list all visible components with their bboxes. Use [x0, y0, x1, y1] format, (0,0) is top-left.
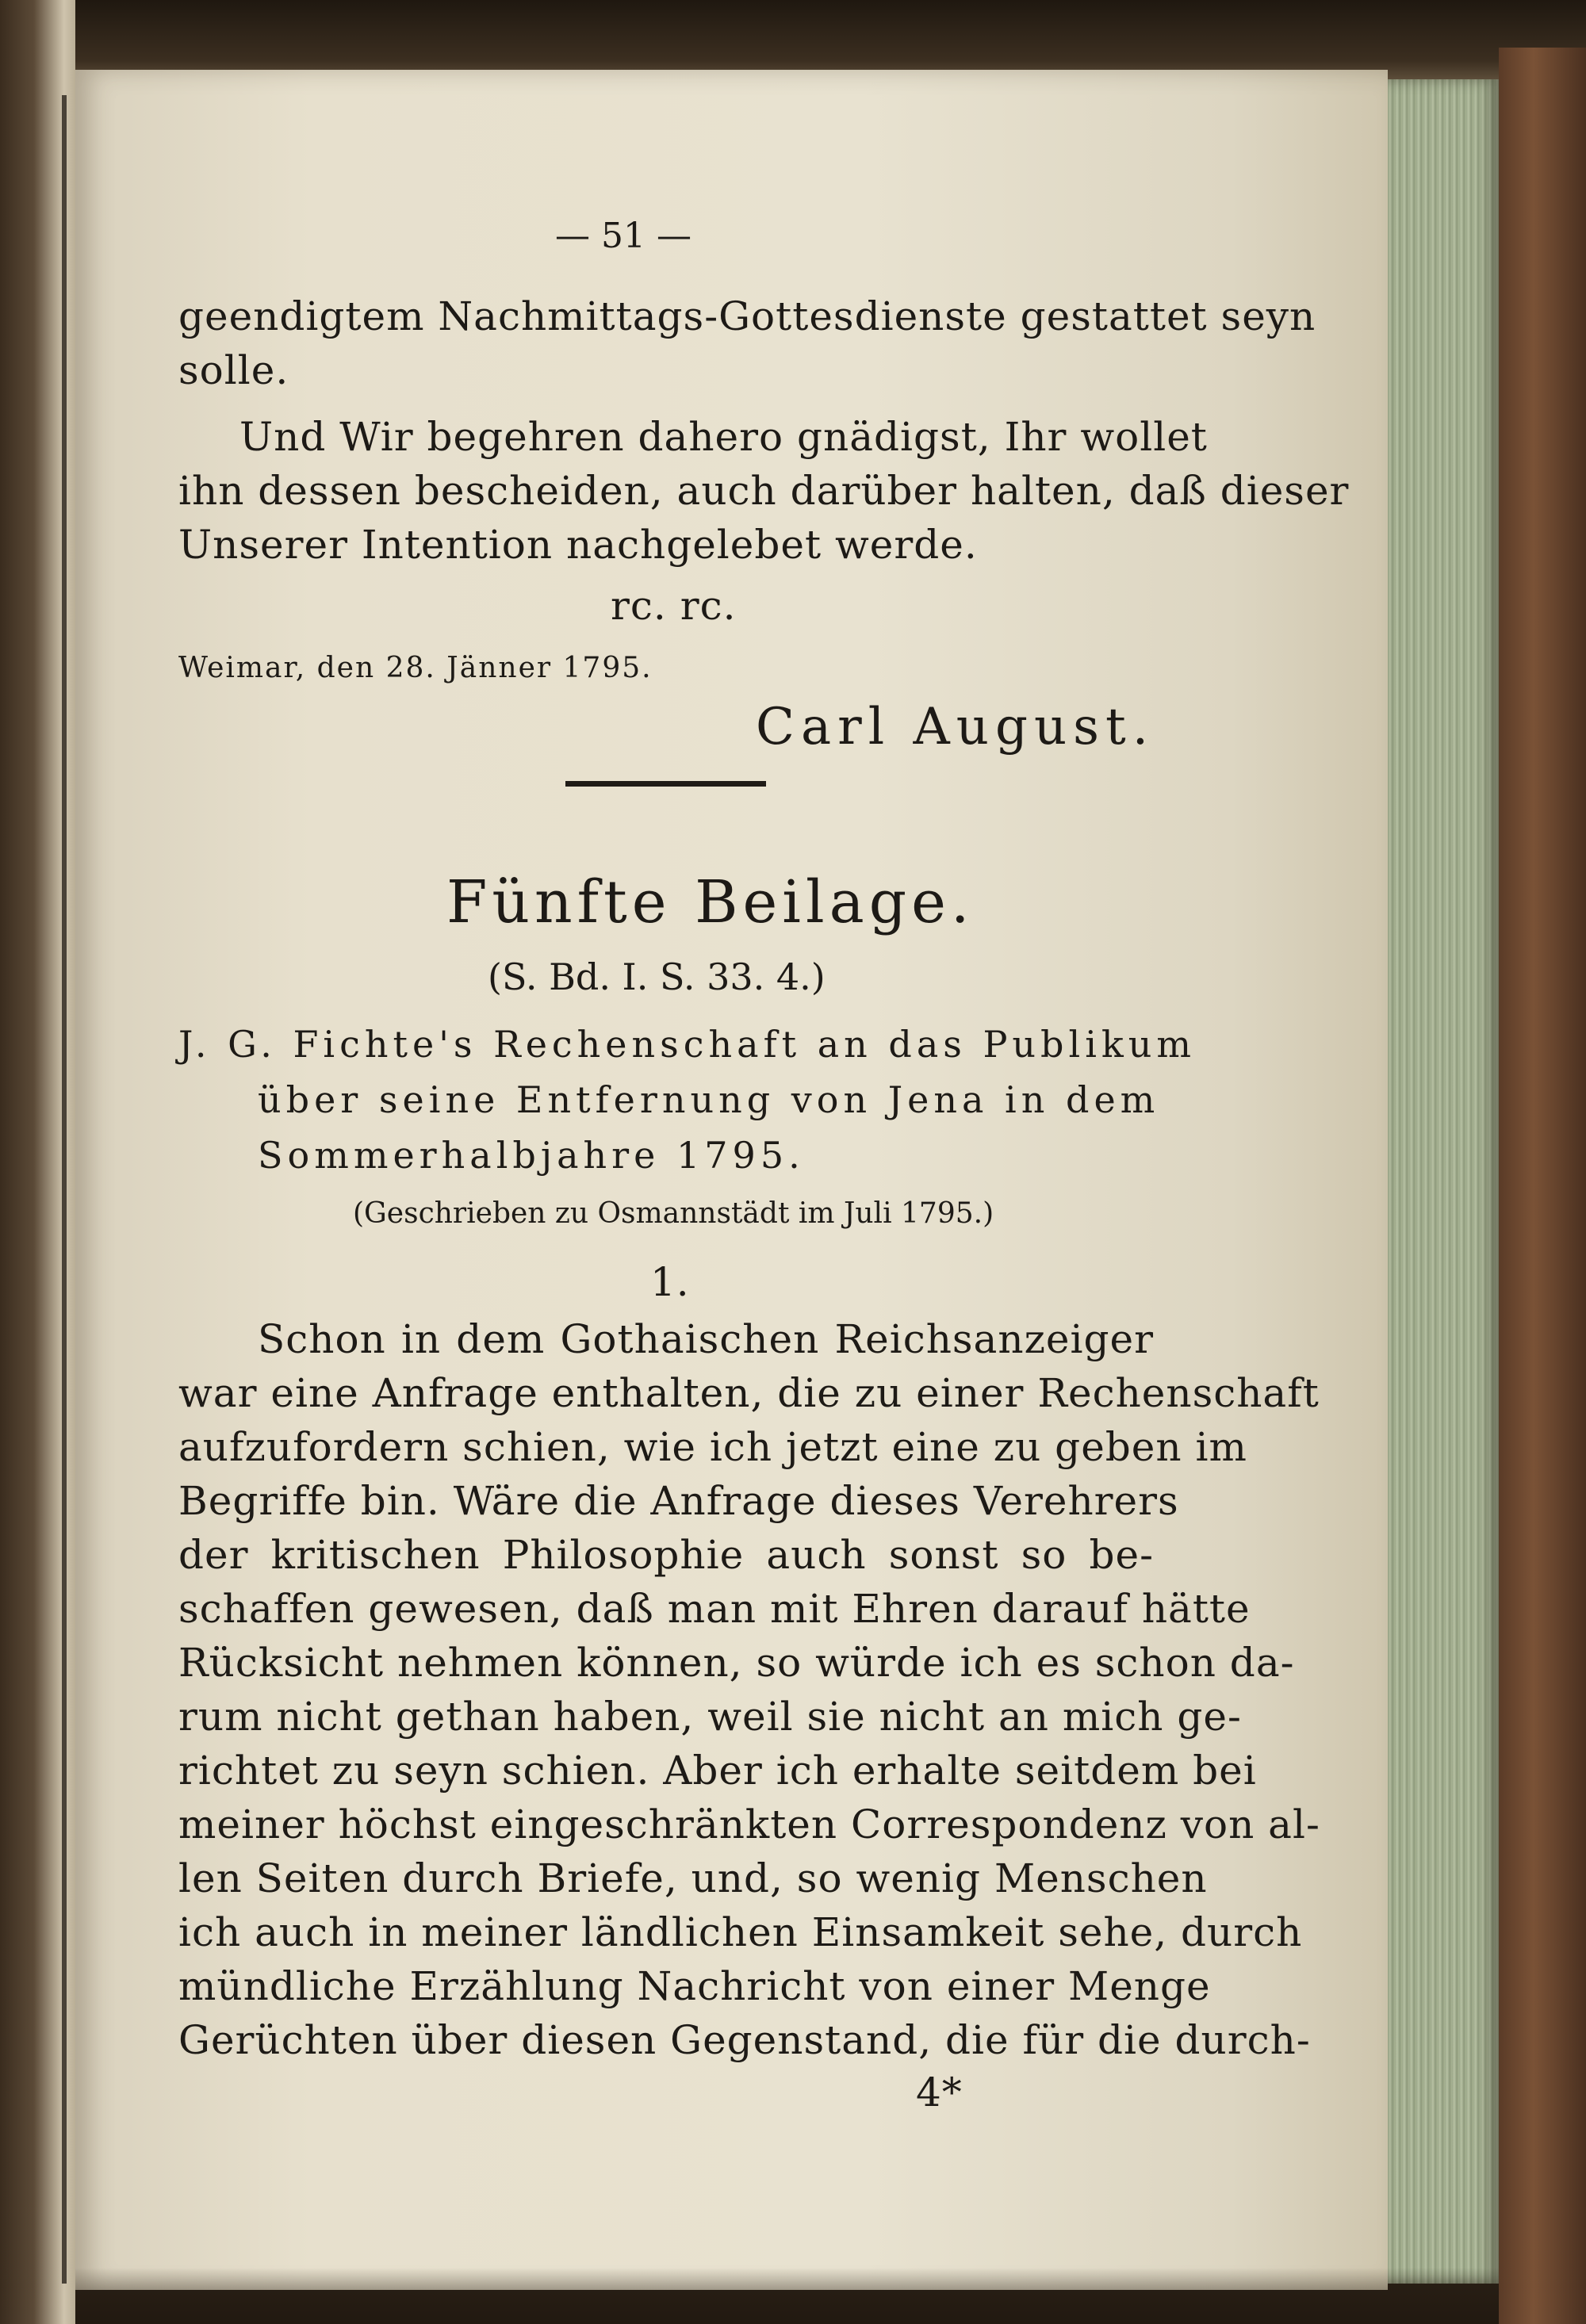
text-line: rum nicht gethan haben, weil sie nicht an mich ge- [178, 1694, 1242, 1740]
text-line: Rücksicht nehmen können, so würde ich es schon da- [178, 1640, 1295, 1686]
signature: Carl August. [756, 698, 1155, 756]
text-line: ich auch in meiner ländlichen Einsamkeit sehe, durch [178, 1909, 1303, 1955]
appendix-heading: Fünfte Beilage. [446, 868, 975, 936]
section-number: 1. [650, 1259, 690, 1305]
written-note: (Geschrieben zu Osmannstädt im Juli 1795.) [353, 1197, 994, 1230]
gutter-line [62, 95, 67, 2284]
dateline: Weimar, den 28. Jänner 1795. [178, 652, 653, 684]
text-line: aufzufordern schien, wie ich jetzt eine zu geben im [178, 1424, 1247, 1470]
text-line: ihn dessen bescheiden, auch darüber halten, daß dieser [178, 468, 1350, 514]
title-line: J. G. Fichte's Rechenschaft an das Publikum [178, 1023, 1197, 1066]
text-line: meiner höchst eingeschränkten Correspondenz von al- [178, 1801, 1320, 1847]
text-line: solle. [178, 347, 289, 393]
text-line: richtet zu seyn schien. Aber ich erhalte seitdem bei [178, 1748, 1257, 1794]
book-page [75, 70, 1388, 2290]
page-edges [1388, 79, 1499, 2284]
title-line: Sommerhalbjahre 1795. [258, 1134, 805, 1177]
text-line: schaffen gewesen, daß man mit Ehren darauf hätte [178, 1586, 1251, 1632]
text-line: Und Wir begehren dahero gnädigst, Ihr wollet [239, 414, 1208, 460]
text-line: Gerüchten über diesen Gegenstand, die für die durch- [178, 2017, 1311, 2063]
text-line: Unserer Intention nachgelebet werde. [178, 522, 978, 568]
text-line: der kritischen Philosophie auch sonst so be- [178, 1532, 1154, 1578]
signature-mark: 4* [916, 2069, 963, 2115]
text-line: geendigtem Nachmittags-Gottesdienste gestattet seyn [178, 293, 1316, 339]
text-line: mündliche Erzählung Nachricht von einer Menge [178, 1963, 1211, 2009]
text-line: len Seiten durch Briefe, und, so wenig Menschen [178, 1855, 1208, 1901]
bottom-shadow [75, 2268, 1499, 2324]
page-header: — 51 — [555, 216, 691, 256]
text-line: Begriffe bin. Wäre die Anfrage dieses Verehrers [178, 1478, 1179, 1524]
title-line: über seine Entfernung von Jena in dem [258, 1078, 1160, 1121]
book-cover-edge [1499, 48, 1586, 2324]
text-line: war eine Anfrage enthalten, die zu einer Rechenschaft [178, 1370, 1320, 1416]
section-rule [565, 781, 766, 787]
etc-mark: rc. rc. [611, 583, 737, 629]
reference: (S. Bd. I. S. 33. 4.) [488, 955, 826, 998]
text-line: Schon in dem Gothaischen Reichsanzeiger [258, 1316, 1154, 1362]
